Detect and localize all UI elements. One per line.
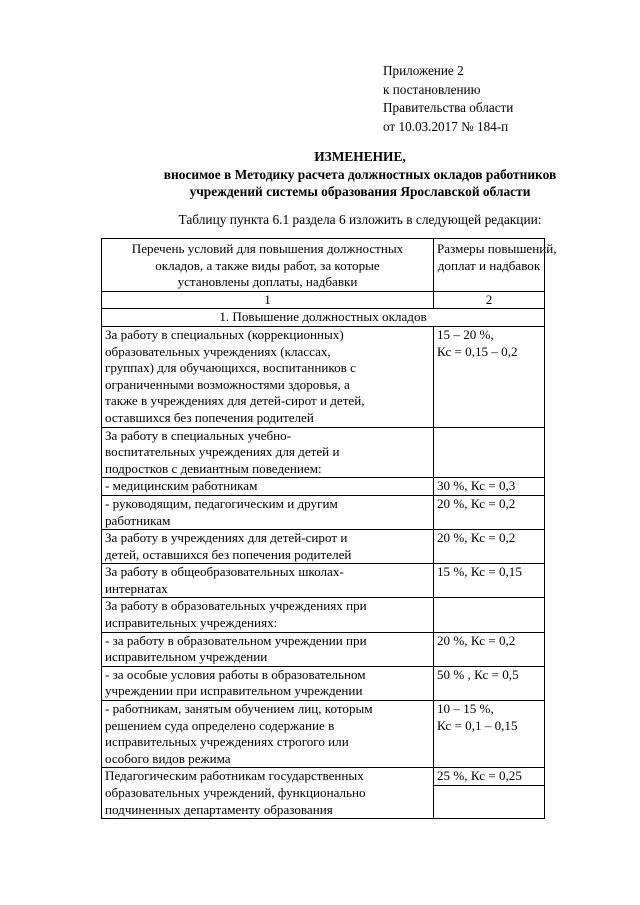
size-cell: 20 %, Кс = 0,2 bbox=[434, 632, 545, 666]
condition-cell: За работу в специальных учебно- воспитательных учреждениях для детей и подростков с девиантным поведением: bbox=[102, 427, 434, 478]
section-title: 1. Повышение должностных окладов bbox=[102, 309, 545, 327]
intro-text: Таблицу пункта 6.1 раздела 6 изложить в следующей редакции: bbox=[178, 212, 542, 227]
table-row bbox=[102, 598, 545, 632]
size-cell: 20 %, Кс = 0,2 bbox=[434, 530, 545, 564]
size-cell: 15 – 20 %, Кс = 0,15 – 0,2 bbox=[434, 326, 545, 427]
title-heading: ИЗМЕНЕНИЕ, bbox=[314, 149, 406, 164]
condition-cell: - медицинским работникам bbox=[102, 478, 434, 496]
condition-cell: Педагогическим работникам государственных образовательных учреждений, функционально подчиненных департаменту образования bbox=[102, 768, 434, 819]
condition-cell: За работу в общеобразовательных школах- интернатах bbox=[102, 564, 434, 598]
table-row bbox=[102, 701, 545, 768]
size-cell: 15 %, Кс = 0,15 bbox=[434, 564, 545, 598]
header-conditions: Перечень условий для повышения должностных окладов, а также виды работ, за которые установлены доплаты, надбавки bbox=[102, 239, 434, 292]
annex-reference bbox=[383, 62, 513, 136]
annex-line: Правительства области bbox=[383, 100, 514, 116]
size-cell: 30 %, Кс = 0,3 bbox=[434, 478, 545, 496]
table-row bbox=[102, 632, 545, 666]
section-row bbox=[102, 309, 545, 327]
size-cell: 50 % , Кс = 0,5 bbox=[434, 666, 545, 700]
condition-cell: - за особые условия работы в образовательном учреждении при исправительном учреждении bbox=[102, 666, 434, 700]
condition-cell: За работу в учреждениях для детей-сирот и детей, оставшихся без попечения родителей bbox=[102, 530, 434, 564]
table-row-last bbox=[102, 768, 545, 819]
size-cell: 20 %, Кс = 0,2 bbox=[434, 495, 545, 529]
table-row bbox=[102, 666, 545, 700]
column-number: 2 bbox=[434, 291, 545, 309]
table-row bbox=[102, 530, 545, 564]
table-row bbox=[102, 478, 545, 496]
title-subheading: вносимое в Методику расчета должностных окладов работников bbox=[163, 166, 557, 182]
table-header-row bbox=[102, 239, 545, 292]
condition-cell: За работу в образовательных учреждениях при исправительных учреждениях: bbox=[102, 598, 434, 632]
table-row bbox=[102, 427, 545, 478]
column-number-row bbox=[102, 291, 545, 309]
size-cell bbox=[434, 598, 545, 632]
column-number: 1 bbox=[102, 291, 434, 309]
header-sizes: Размеры повышений, доплат и надбавок bbox=[434, 239, 545, 292]
annex-line: от 10.03.2017 № 184-п bbox=[383, 118, 509, 134]
condition-cell: - за работу в образовательном учреждении при исправительном учреждении bbox=[102, 632, 434, 666]
size-cell: 10 – 15 %, Кс = 0,1 – 0,15 bbox=[434, 701, 545, 768]
size-cell bbox=[434, 427, 545, 478]
annex-line: Приложение 2 bbox=[383, 63, 464, 78]
allowances-table bbox=[101, 238, 557, 819]
condition-cell: За работу в специальных (коррекционных) образовательных учреждениях (классах, группах) для обучающихся, воспитанников с ограниченными возможностями здоровья, а также в учреждениях для детей-сирот и детей, оставшихся без попечения родителей bbox=[102, 326, 434, 427]
size-cell: 25 %, Кс = 0,25 bbox=[434, 768, 545, 819]
document-title bbox=[100, 148, 620, 201]
condition-cell: - работникам, занятым обучением лиц, которым решением суда определено содержание в исправительных учреждениях строгого или особого видов режима bbox=[102, 701, 434, 768]
table-row bbox=[102, 326, 545, 427]
table-row bbox=[102, 564, 545, 598]
annex-line: к постановлению bbox=[383, 81, 481, 97]
title-subheading: учреждений системы образования Ярославской области bbox=[189, 184, 531, 199]
table-row bbox=[102, 495, 545, 529]
condition-cell: - руководящим, педагогическим и другим работникам bbox=[102, 495, 434, 529]
